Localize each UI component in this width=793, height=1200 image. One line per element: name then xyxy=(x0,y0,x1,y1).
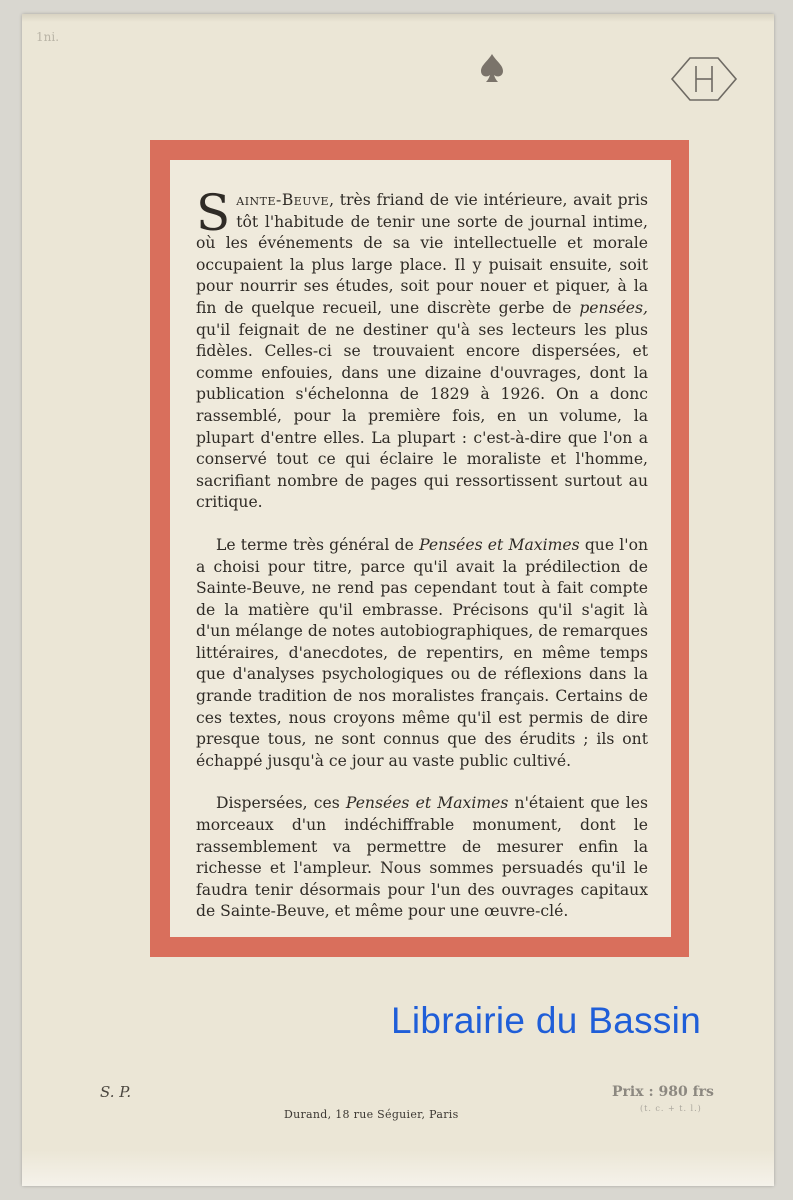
cover-bottom-edge xyxy=(22,1150,774,1186)
drop-cap: S xyxy=(196,184,231,242)
cover-top-edge xyxy=(22,14,774,22)
publisher-logo-icon xyxy=(668,54,740,104)
publisher-address: Durand, 18 rue Séguier, Paris xyxy=(284,1108,459,1121)
sp-mark: S. P. xyxy=(100,1083,132,1101)
paragraph-2-italic: Pensées et Maximes xyxy=(419,535,580,554)
paragraph-3-text-b: n'étaient que les morceaux d'un indéchiffrable monument, dont le rassemblement va permettre de mesurer enfin la richesse et l'ampleur. Nous sommes persuadés qu'il le faudra tenir désormais pour l'un des ouvrages capitaux de Sainte-Beuve, et même pour une œuvre-clé. xyxy=(196,794,649,921)
shop-watermark: Librairie du Bassin xyxy=(391,1000,702,1041)
price-label: Prix : 980 frs xyxy=(612,1084,714,1100)
paragraph-2-text-b: que l'on a choisi pour titre, parce qu'il avait la prédilection de Sainte-Beuve, ne rend pas cependant tout à fait compte de la matière qu'il embrasse. Précisons qu'il s'agit là d'un mélange de notes autobiographiques, de remarques littéraires, d'anecdotes, de repentirs, en même temps que d'analyses psychologiques ou de réflexions dans la grande tradition de nos moralistes français. Certains de ces textes, nous croyons même qu'il est permis de dire presque tous, ne sont connus que des érudits ; ils ont échappé jusqu'à ce jour au vaste public cultivé. xyxy=(196,535,649,770)
paragraph-2-text-a: Le terme très général de xyxy=(216,535,420,554)
pencil-mark: 1ni. xyxy=(36,30,60,44)
author-name: ainte-Beuve xyxy=(236,191,330,209)
paragraph-3 xyxy=(196,793,648,923)
paragraph-3-text-a: Dispersées, ces xyxy=(216,794,346,813)
paragraph-1-text-b: qu'il feignait de ne destiner qu'à ses lecteurs les plus fidèles. Celles-ci se trouvaient encore dispersées, et comme enfouies, dans une dizaine d'ouvrages, dont la publication s'échelonna de 1829 à 1926. On a donc rassemblé, pour la première fois, en un volume, la plupart d'entre elles. La plupart : c'est-à-dire que l'on a conservé tout ce qui éclaire le moraliste et l'homme, sacrifiant nombre de pages qui ressortissent surtout au critique. xyxy=(196,320,648,512)
paragraph-1 xyxy=(196,184,648,514)
paragraph-1-italic: pensées, xyxy=(579,298,648,317)
paragraph-1-text-a: , très friand de vie intérieure, avait pris tôt l'habitude de tenir une sorte de journal intime, où les événements de sa vie intellectuelle et morale occupaient la plus large place. Il y puisait ensuite, soit pour nourrir ses études, soit pour nouer et piquer, à la fin de quelque recueil, une discrète gerbe de xyxy=(196,191,648,317)
paragraph-2 xyxy=(196,535,648,773)
blurb-text xyxy=(196,184,649,923)
paragraph-3-italic: Pensées et Maximes xyxy=(345,794,509,813)
price-tax-note: (t. c. + t. l.) xyxy=(640,1104,702,1113)
spade-icon xyxy=(478,52,506,84)
